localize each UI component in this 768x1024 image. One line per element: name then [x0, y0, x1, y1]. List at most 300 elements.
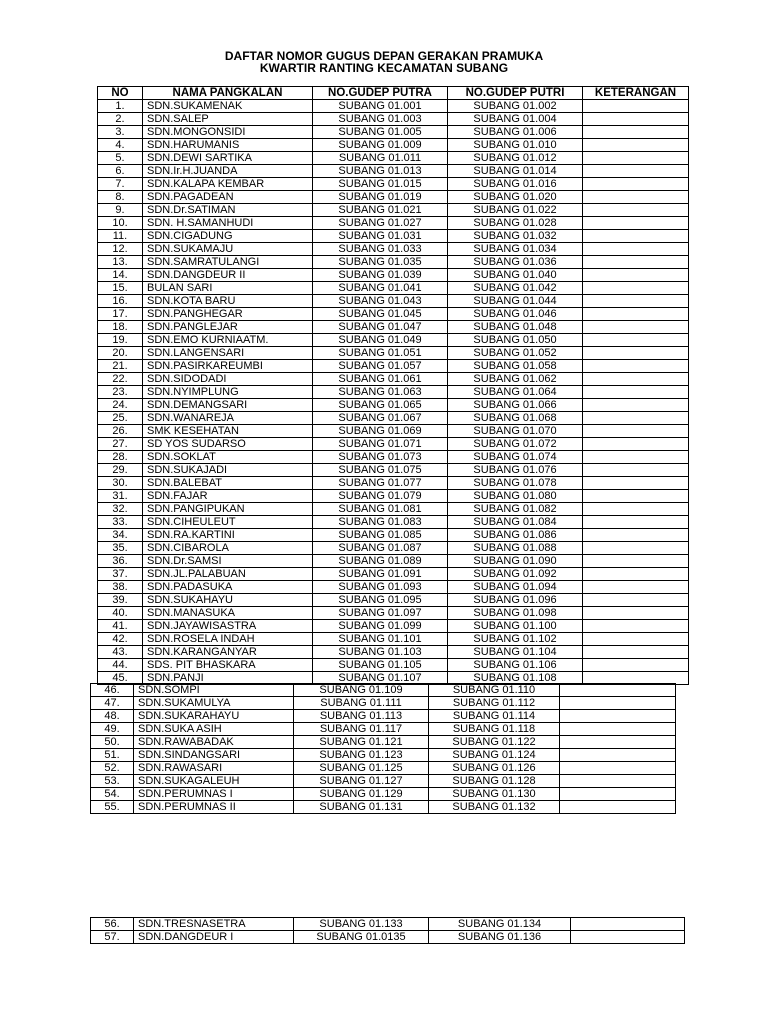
gudep-putra: SUBANG 01.091 — [313, 568, 448, 581]
nama-pangkalan: SDN.SIDODADI — [143, 373, 313, 386]
table-row — [98, 581, 689, 594]
nama-pangkalan: SDN.PANGLEJAR — [143, 321, 313, 334]
row-number: 15. — [98, 282, 143, 295]
keterangan — [583, 334, 689, 347]
row-number: 3. — [98, 126, 143, 139]
row-number: 10. — [98, 217, 143, 230]
gudep-putri: SUBANG 01.014 — [448, 165, 583, 178]
keterangan — [560, 736, 676, 749]
gudep-putri: SUBANG 01.044 — [448, 295, 583, 308]
keterangan — [583, 113, 689, 126]
nama-pangkalan: SDN.RAWASARI — [134, 762, 294, 775]
gudep-putra: SUBANG 01.113 — [294, 710, 429, 723]
gudep-putri: SUBANG 01.048 — [448, 321, 583, 334]
gudep-putri: SUBANG 01.096 — [448, 594, 583, 607]
keterangan — [583, 503, 689, 516]
row-number: 32. — [98, 503, 143, 516]
gudep-putri: SUBANG 01.106 — [448, 659, 583, 672]
gudep-putri: SUBANG 01.078 — [448, 477, 583, 490]
nama-pangkalan: SDN.SOKLAT — [143, 451, 313, 464]
table-row — [98, 659, 689, 672]
table-row — [98, 178, 689, 191]
gudep-putra: SUBANG 01.065 — [313, 399, 448, 412]
gudep-putra: SUBANG 01.043 — [313, 295, 448, 308]
keterangan — [583, 321, 689, 334]
table-row — [98, 399, 689, 412]
nama-pangkalan: SDN.NYIMPLUNG — [143, 386, 313, 399]
nama-pangkalan: SDN.CIGADUNG — [143, 230, 313, 243]
keterangan — [571, 931, 685, 944]
header-gudep-putra: NO.GUDEP PUTRA — [313, 87, 448, 100]
gudep-putra: SUBANG 01.111 — [294, 697, 429, 710]
nama-pangkalan: SDN.TRESNASETRA — [134, 918, 294, 931]
keterangan — [583, 659, 689, 672]
gudep-putri: SUBANG 01.094 — [448, 581, 583, 594]
gudep-putra: SUBANG 01.117 — [294, 723, 429, 736]
row-number: 40. — [98, 607, 143, 620]
row-number: 47. — [91, 697, 134, 710]
keterangan — [583, 646, 689, 659]
keterangan — [583, 594, 689, 607]
row-number: 20. — [98, 347, 143, 360]
gudep-putra: SUBANG 01.083 — [313, 516, 448, 529]
gudep-putra: SUBANG 01.089 — [313, 555, 448, 568]
gudep-putra: SUBANG 01.011 — [313, 152, 448, 165]
gudep-putri: SUBANG 01.092 — [448, 568, 583, 581]
table-body-additional — [91, 918, 685, 944]
gudep-putri: SUBANG 01.126 — [429, 762, 560, 775]
nama-pangkalan: SDN.SUKAMAJU — [143, 243, 313, 256]
document-title-line2: KWARTIR RANTING KECAMATAN SUBANG — [259, 61, 509, 75]
gudep-putri: SUBANG 01.100 — [448, 620, 583, 633]
nama-pangkalan: SDN.SUKAGALEUH — [134, 775, 294, 788]
gudep-putri: SUBANG 01.104 — [448, 646, 583, 659]
nama-pangkalan: SDN.LANGENSARI — [143, 347, 313, 360]
table-row — [98, 633, 689, 646]
row-number: 23. — [98, 386, 143, 399]
table-row — [98, 516, 689, 529]
row-number: 16. — [98, 295, 143, 308]
table-row — [98, 217, 689, 230]
keterangan — [560, 788, 676, 801]
table-row — [98, 568, 689, 581]
nama-pangkalan: SDN.JL.PALABUAN — [143, 568, 313, 581]
gudep-putra: SUBANG 01.075 — [313, 464, 448, 477]
nama-pangkalan: SDN.CIBAROLA — [143, 542, 313, 555]
gudep-putra: SUBANG 01.041 — [313, 282, 448, 295]
table-row — [98, 646, 689, 659]
nama-pangkalan: SDN.FAJAR — [143, 490, 313, 503]
keterangan — [583, 126, 689, 139]
keterangan — [560, 710, 676, 723]
gudep-putri: SUBANG 01.082 — [448, 503, 583, 516]
table-row — [98, 191, 689, 204]
gudep-putra: SUBANG 01.097 — [313, 607, 448, 620]
keterangan — [583, 269, 689, 282]
gudep-putra: SUBANG 01.0135 — [294, 931, 429, 944]
gudep-putra: SUBANG 01.003 — [313, 113, 448, 126]
keterangan — [583, 230, 689, 243]
gudep-putra: SUBANG 01.121 — [294, 736, 429, 749]
table-row — [91, 736, 676, 749]
keterangan — [583, 425, 689, 438]
table-row — [91, 684, 676, 697]
nama-pangkalan: SDN.PANGHEGAR — [143, 308, 313, 321]
gudep-putri: SUBANG 01.128 — [429, 775, 560, 788]
gudep-putri: SUBANG 01.086 — [448, 529, 583, 542]
table-row — [91, 801, 676, 814]
keterangan — [583, 100, 689, 113]
gudep-putra: SUBANG 01.031 — [313, 230, 448, 243]
row-number: 48. — [91, 710, 134, 723]
gudep-putri: SUBANG 01.136 — [429, 931, 571, 944]
keterangan — [560, 749, 676, 762]
nama-pangkalan: SDN.WANAREJA — [143, 412, 313, 425]
nama-pangkalan: SDN.KOTA BARU — [143, 295, 313, 308]
table-row — [98, 529, 689, 542]
gudep-putri: SUBANG 01.050 — [448, 334, 583, 347]
row-number: 14. — [98, 269, 143, 282]
gudep-putra: SUBANG 01.123 — [294, 749, 429, 762]
keterangan — [583, 282, 689, 295]
gudep-putra: SUBANG 01.069 — [313, 425, 448, 438]
row-number: 28. — [98, 451, 143, 464]
gudep-putri: SUBANG 01.080 — [448, 490, 583, 503]
gudep-table-main — [97, 86, 689, 685]
gudep-putri: SUBANG 01.118 — [429, 723, 560, 736]
table-body-continued — [91, 684, 676, 814]
row-number: 24. — [98, 399, 143, 412]
nama-pangkalan: SDN.DEMANGSARI — [143, 399, 313, 412]
row-number: 4. — [98, 139, 143, 152]
keterangan — [583, 152, 689, 165]
table-header-row — [98, 87, 689, 100]
gudep-putra: SUBANG 01.081 — [313, 503, 448, 516]
table-row — [91, 723, 676, 736]
row-number: 26. — [98, 425, 143, 438]
gudep-putra: SUBANG 01.039 — [313, 269, 448, 282]
gudep-table-additional — [90, 917, 685, 944]
nama-pangkalan: SD YOS SUDARSO — [143, 438, 313, 451]
header-nama-pangkalan: NAMA PANGKALAN — [143, 87, 313, 100]
table-row — [91, 749, 676, 762]
row-number: 6. — [98, 165, 143, 178]
nama-pangkalan: SDN.Ir.H.JUANDA — [143, 165, 313, 178]
table-row — [91, 931, 685, 944]
gudep-putri: SUBANG 01.022 — [448, 204, 583, 217]
nama-pangkalan: SDN.PASIRKAREUMBI — [143, 360, 313, 373]
row-number: 53. — [91, 775, 134, 788]
gudep-putri: SUBANG 01.068 — [448, 412, 583, 425]
row-number: 52. — [91, 762, 134, 775]
keterangan — [560, 723, 676, 736]
gudep-putra: SUBANG 01.047 — [313, 321, 448, 334]
gudep-putri: SUBANG 01.110 — [429, 684, 560, 697]
keterangan — [583, 607, 689, 620]
table-row — [98, 204, 689, 217]
gudep-putri: SUBANG 01.006 — [448, 126, 583, 139]
table-row — [91, 918, 685, 931]
gudep-putri: SUBANG 01.108 — [448, 672, 583, 685]
nama-pangkalan: SDN.RAWABADAK — [134, 736, 294, 749]
nama-pangkalan: SDN.HARUMANIS — [143, 139, 313, 152]
row-number: 44. — [98, 659, 143, 672]
gudep-putri: SUBANG 01.134 — [429, 918, 571, 931]
row-number: 13. — [98, 256, 143, 269]
keterangan — [583, 620, 689, 633]
gudep-putra: SUBANG 01.057 — [313, 360, 448, 373]
keterangan — [583, 568, 689, 581]
gudep-putra: SUBANG 01.095 — [313, 594, 448, 607]
table-row — [98, 438, 689, 451]
keterangan — [583, 347, 689, 360]
table-row — [98, 321, 689, 334]
gudep-putri: SUBANG 01.010 — [448, 139, 583, 152]
row-number: 8. — [98, 191, 143, 204]
gudep-putra: SUBANG 01.063 — [313, 386, 448, 399]
row-number: 33. — [98, 516, 143, 529]
gudep-putri: SUBANG 01.066 — [448, 399, 583, 412]
table-row — [98, 334, 689, 347]
gudep-putri: SUBANG 01.130 — [429, 788, 560, 801]
row-number: 12. — [98, 243, 143, 256]
table-row — [98, 230, 689, 243]
nama-pangkalan: SDN.PANGIPUKAN — [143, 503, 313, 516]
row-number: 51. — [91, 749, 134, 762]
keterangan — [583, 243, 689, 256]
table-row — [98, 594, 689, 607]
gudep-putra: SUBANG 01.009 — [313, 139, 448, 152]
gudep-putri: SUBANG 01.070 — [448, 425, 583, 438]
gudep-putri: SUBANG 01.034 — [448, 243, 583, 256]
nama-pangkalan: SDN.Dr.SAMSI — [143, 555, 313, 568]
table-row — [98, 607, 689, 620]
row-number: 50. — [91, 736, 134, 749]
row-number: 54. — [91, 788, 134, 801]
gudep-putra: SUBANG 01.107 — [313, 672, 448, 685]
nama-pangkalan: SDN.SALEP — [143, 113, 313, 126]
gudep-putra: SUBANG 01.099 — [313, 620, 448, 633]
gudep-putra: SUBANG 01.093 — [313, 581, 448, 594]
table-row — [98, 490, 689, 503]
gudep-putri: SUBANG 01.064 — [448, 386, 583, 399]
gudep-putra: SUBANG 01.061 — [313, 373, 448, 386]
table-row — [98, 113, 689, 126]
table-row — [98, 152, 689, 165]
row-number: 35. — [98, 542, 143, 555]
gudep-putri: SUBANG 01.084 — [448, 516, 583, 529]
nama-pangkalan: BULAN SARI — [143, 282, 313, 295]
row-number: 27. — [98, 438, 143, 451]
nama-pangkalan: SDN.EMO KURNIAATM. — [143, 334, 313, 347]
gudep-table-continued — [90, 683, 676, 814]
gudep-putri: SUBANG 01.072 — [448, 438, 583, 451]
table-row — [98, 347, 689, 360]
table-row — [98, 126, 689, 139]
gudep-putri: SUBANG 01.028 — [448, 217, 583, 230]
row-number: 49. — [91, 723, 134, 736]
table-row — [98, 555, 689, 568]
gudep-putra: SUBANG 01.129 — [294, 788, 429, 801]
keterangan — [583, 464, 689, 477]
nama-pangkalan: SDN. H.SAMANHUDI — [143, 217, 313, 230]
row-number: 29. — [98, 464, 143, 477]
gudep-putri: SUBANG 01.052 — [448, 347, 583, 360]
keterangan — [583, 217, 689, 230]
keterangan — [583, 477, 689, 490]
gudep-putra: SUBANG 01.001 — [313, 100, 448, 113]
gudep-putri: SUBANG 01.098 — [448, 607, 583, 620]
row-number: 5. — [98, 152, 143, 165]
table-row — [98, 542, 689, 555]
nama-pangkalan: SDN.SUKAMULYA — [134, 697, 294, 710]
keterangan — [560, 801, 676, 814]
table-row — [98, 243, 689, 256]
keterangan — [583, 386, 689, 399]
table-row — [98, 620, 689, 633]
gudep-putra: SUBANG 01.015 — [313, 178, 448, 191]
gudep-putri: SUBANG 01.046 — [448, 308, 583, 321]
nama-pangkalan: SDN.BALEBAT — [143, 477, 313, 490]
nama-pangkalan: SDN.SOMPI — [134, 684, 294, 697]
keterangan — [583, 633, 689, 646]
document-title-line1: DAFTAR NOMOR GUGUS DEPAN GERAKAN PRAMUKA — [224, 49, 544, 63]
table-row — [98, 386, 689, 399]
row-number: 38. — [98, 581, 143, 594]
gudep-putri: SUBANG 01.016 — [448, 178, 583, 191]
keterangan — [583, 542, 689, 555]
nama-pangkalan: SMK KESEHATAN — [143, 425, 313, 438]
nama-pangkalan: SDN.SINDANGSARI — [134, 749, 294, 762]
keterangan — [583, 490, 689, 503]
table-row — [98, 451, 689, 464]
keterangan — [583, 256, 689, 269]
gudep-putri: SUBANG 01.132 — [429, 801, 560, 814]
row-number: 34. — [98, 529, 143, 542]
row-number: 36. — [98, 555, 143, 568]
row-number: 37. — [98, 568, 143, 581]
gudep-putri: SUBANG 01.058 — [448, 360, 583, 373]
table-row — [98, 269, 689, 282]
gudep-putra: SUBANG 01.079 — [313, 490, 448, 503]
gudep-putra: SUBANG 01.103 — [313, 646, 448, 659]
nama-pangkalan: SDN.PERUMNAS II — [134, 801, 294, 814]
nama-pangkalan: SDN.KALAPA KEMBAR — [143, 178, 313, 191]
keterangan — [583, 373, 689, 386]
gudep-putra: SUBANG 01.049 — [313, 334, 448, 347]
nama-pangkalan: SDN.PERUMNAS I — [134, 788, 294, 801]
keterangan — [583, 191, 689, 204]
nama-pangkalan: SDN.JAYAWISASTRA — [143, 620, 313, 633]
table-row — [98, 282, 689, 295]
table-row — [98, 464, 689, 477]
row-number: 21. — [98, 360, 143, 373]
gudep-putri: SUBANG 01.112 — [429, 697, 560, 710]
table-row — [98, 425, 689, 438]
row-number: 22. — [98, 373, 143, 386]
gudep-putri: SUBANG 01.002 — [448, 100, 583, 113]
keterangan — [560, 775, 676, 788]
gudep-putri: SUBANG 01.032 — [448, 230, 583, 243]
header-gudep-putri: NO.GUDEP PUTRI — [448, 87, 583, 100]
nama-pangkalan: SDN.DANGDEUR I — [134, 931, 294, 944]
gudep-putri: SUBANG 01.122 — [429, 736, 560, 749]
keterangan — [583, 139, 689, 152]
nama-pangkalan: SDN.RA.KARTINI — [143, 529, 313, 542]
keterangan — [560, 684, 676, 697]
gudep-putra: SUBANG 01.105 — [313, 659, 448, 672]
row-number: 11. — [98, 230, 143, 243]
keterangan — [583, 529, 689, 542]
nama-pangkalan: SDN.SUKA ASIH — [134, 723, 294, 736]
table-row — [98, 100, 689, 113]
keterangan — [583, 308, 689, 321]
keterangan — [583, 555, 689, 568]
gudep-putra: SUBANG 01.067 — [313, 412, 448, 425]
gudep-putra: SUBANG 01.077 — [313, 477, 448, 490]
table-row — [98, 139, 689, 152]
table-row — [98, 373, 689, 386]
table-row — [91, 775, 676, 788]
row-number: 18. — [98, 321, 143, 334]
table-row — [91, 762, 676, 775]
gudep-putra: SUBANG 01.051 — [313, 347, 448, 360]
nama-pangkalan: SDS. PIT BHASKARA — [143, 659, 313, 672]
header-keterangan: KETERANGAN — [583, 87, 689, 100]
gudep-putri: SUBANG 01.074 — [448, 451, 583, 464]
nama-pangkalan: SDN.Dr.SATIMAN — [143, 204, 313, 217]
gudep-putri: SUBANG 01.042 — [448, 282, 583, 295]
keterangan — [571, 918, 685, 931]
gudep-putri: SUBANG 01.040 — [448, 269, 583, 282]
row-number: 46. — [91, 684, 134, 697]
nama-pangkalan: SDN.SUKAHAYU — [143, 594, 313, 607]
gudep-putra: SUBANG 01.085 — [313, 529, 448, 542]
gudep-putra: SUBANG 01.087 — [313, 542, 448, 555]
row-number: 17. — [98, 308, 143, 321]
gudep-putra: SUBANG 01.035 — [313, 256, 448, 269]
gudep-putra: SUBANG 01.131 — [294, 801, 429, 814]
nama-pangkalan: SDN.SAMRATULANGI — [143, 256, 313, 269]
nama-pangkalan: SDN.SUKAMENAK — [143, 100, 313, 113]
gudep-putra: SUBANG 01.073 — [313, 451, 448, 464]
table-row — [98, 295, 689, 308]
nama-pangkalan: SDN.DANGDEUR II — [143, 269, 313, 282]
keterangan — [583, 399, 689, 412]
row-number: 57. — [91, 931, 134, 944]
nama-pangkalan: SDN.PADASUKA — [143, 581, 313, 594]
row-number: 55. — [91, 801, 134, 814]
nama-pangkalan: SDN.PAGADEAN — [143, 191, 313, 204]
row-number: 30. — [98, 477, 143, 490]
gudep-putri: SUBANG 01.012 — [448, 152, 583, 165]
gudep-putra: SUBANG 01.125 — [294, 762, 429, 775]
gudep-putra: SUBANG 01.019 — [313, 191, 448, 204]
table-row — [98, 360, 689, 373]
table-body-main — [98, 100, 689, 685]
table-row — [98, 477, 689, 490]
row-number: 56. — [91, 918, 134, 931]
table-row — [91, 710, 676, 723]
gudep-putra: SUBANG 01.021 — [313, 204, 448, 217]
keterangan — [583, 295, 689, 308]
keterangan — [583, 204, 689, 217]
row-number: 19. — [98, 334, 143, 347]
header-no: NO — [98, 87, 143, 100]
table-row — [98, 256, 689, 269]
nama-pangkalan: SDN.ROSELA INDAH — [143, 633, 313, 646]
gudep-putra: SUBANG 01.033 — [313, 243, 448, 256]
